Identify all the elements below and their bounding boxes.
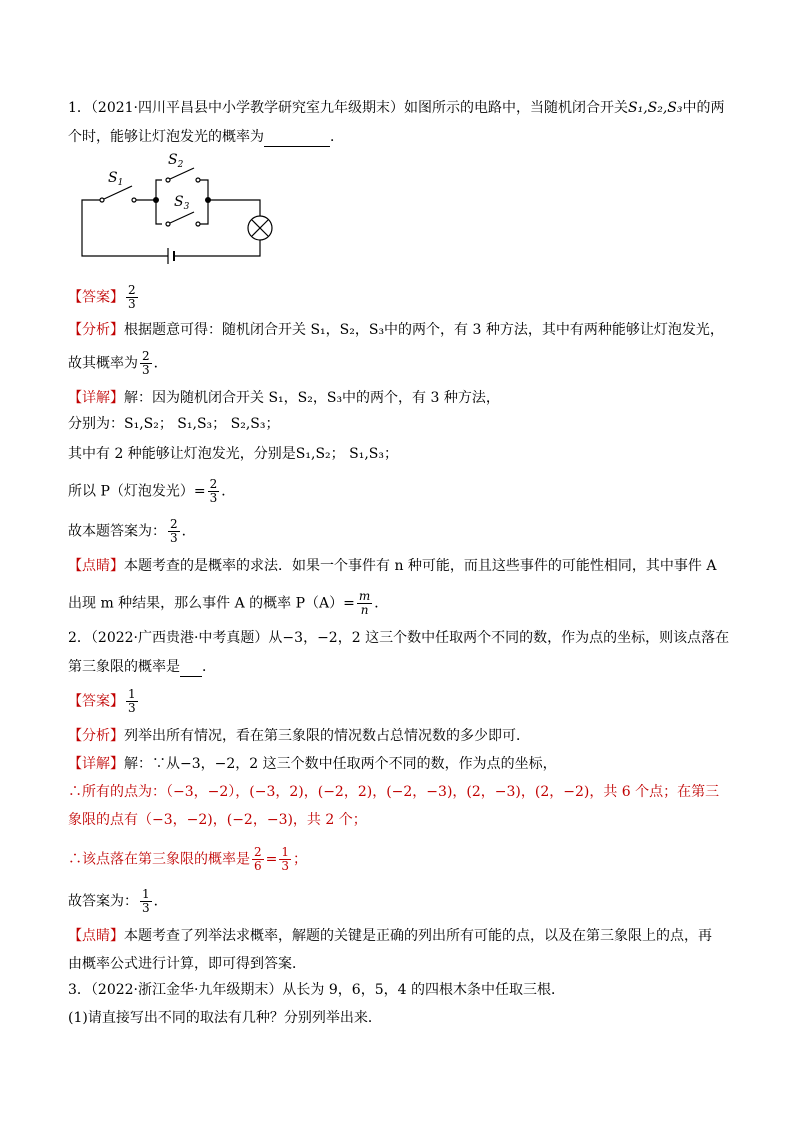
circuit-wire-bottom-right — [174, 240, 260, 256]
q1-detail-line2: 分别为：S₁,S₂； S₁,S₃； S₂,S₃； — [68, 416, 280, 432]
q2-final-answer: 故答案为： $\frac{1}{3}$ ． — [68, 887, 168, 915]
switch-s1-contact-right — [132, 198, 136, 202]
junction-left — [153, 197, 159, 203]
q1-final-answer: 故本题答案为： $\frac{2}{3}$ ． — [68, 517, 196, 545]
switch-s2-contact-left — [166, 178, 170, 182]
q2-comment-line1: 【点睛】本题考查了列举法求概率，解题的关键是正确的列出所有可能的点，以及在第三象限上的点，再 — [68, 928, 712, 944]
circuit-diagram — [70, 148, 290, 268]
q2-detail-line3: 象限的点有（−3，−2)，(−2，−3)，共 2 个； — [68, 812, 367, 828]
q2-comment-line2: 由概率公式进行计算，即可得到答案． — [68, 956, 306, 972]
q1-detail-line3: 其中有 2 种能够让灯泡发光，分别是S₁,S₂； S₁,S₃； — [68, 446, 398, 462]
q1-detail-line1: 【详解】解：因为随机闭合开关 S₁，S₂，S₃中的两个，有 3 种方法， — [68, 390, 500, 406]
q1-comment-line1: 【点睛】本题考查的是概率的求法．如果一个事件有 n 种可能，而且这些事件的可能性相同，其中事件 A — [68, 558, 717, 574]
junction-right — [205, 197, 211, 203]
q1-answer: 【答案】 $\frac{2}{3}$ — [68, 283, 136, 311]
label-s2: $S_2$ — [168, 152, 184, 170]
answer-blank — [180, 656, 202, 677]
q2-answer: 【答案】 $\frac{1}{3}$ — [68, 687, 136, 715]
q1-analysis-line2: 故其概率为 $\frac{2}{3}$ ． — [68, 349, 168, 377]
q1-analysis-line1: 【分析】根据题意可得：随机闭合开关 S₁，S₂，S₃中的两个，有 3 种方法，其中有两种能够让灯泡发光， — [68, 322, 724, 338]
q2-analysis: 【分析】列举出所有情况，看在第三象限的情况数占总情况数的多少即可． — [68, 728, 530, 744]
q2-detail-line2: ∴所有的点为：（−3，−2），(−3，2)，(−2，2)，(−2，−3)，(2，−3)，(2，−2)，共 6 个点；在第三 — [68, 784, 720, 800]
q2-stem-line1: 2．（2022·广西贵港·中考真题）从−3，−2，2 这三个数中任取两个不同的数，作为点的坐标，则该点落在 — [68, 630, 730, 646]
circuit-wire-top-right — [208, 200, 260, 216]
answer-fraction: $\frac{2}{3}$ — [128, 283, 136, 311]
answer-blank — [264, 126, 330, 147]
q1-stem-line2: 个时，能够让灯泡发光的概率为 ． — [68, 126, 344, 147]
q1-comment-line2: 出现 m 种结果，那么事件 A 的概率 P（A）= $\frac{m}{n}$ ． — [68, 589, 389, 617]
q2-stem-line2: 第三象限的概率是 ． — [68, 656, 216, 677]
circuit-wire-left — [82, 200, 168, 256]
q1-switches: S₁,S₂,S₃ — [627, 100, 683, 116]
q1-stem-line1: 1．（2021·四川平昌县中小学教学研究室九年级期末）如图所示的电路中，当随机闭合开关S₁,S₂,S₃中的两 — [68, 100, 725, 116]
q1-detail-line4: 所以 P（灯泡发光）= $\frac{2}{3}$ ． — [68, 477, 236, 505]
label-s3: $S_3$ — [174, 194, 190, 212]
switch-s3-contact-right — [196, 222, 200, 226]
q3-stem-line2: (1)请直接写出不同的取法有几种？分别列举出来． — [68, 1010, 382, 1026]
q2-detail-line1: 【详解】解：∵从−3，−2，2 这三个数中任取两个不同的数，作为点的坐标， — [68, 756, 557, 772]
q2-detail-line4: ∴该点落在第三象限的概率是 $\frac{2}{6}$ = $\frac{1}{3}$ ； — [68, 845, 308, 873]
switch-s2-contact-right — [196, 178, 200, 182]
switch-s3-contact-left — [166, 222, 170, 226]
switch-s1-contact-left — [100, 198, 104, 202]
q3-stem-line1: 3．（2022·浙江金华·九年级期末）从长为 9，6，5，4 的四根木条中任取三根． — [68, 982, 565, 998]
label-s1: $S_1$ — [108, 170, 124, 188]
switch-s3-blade — [170, 212, 194, 223]
